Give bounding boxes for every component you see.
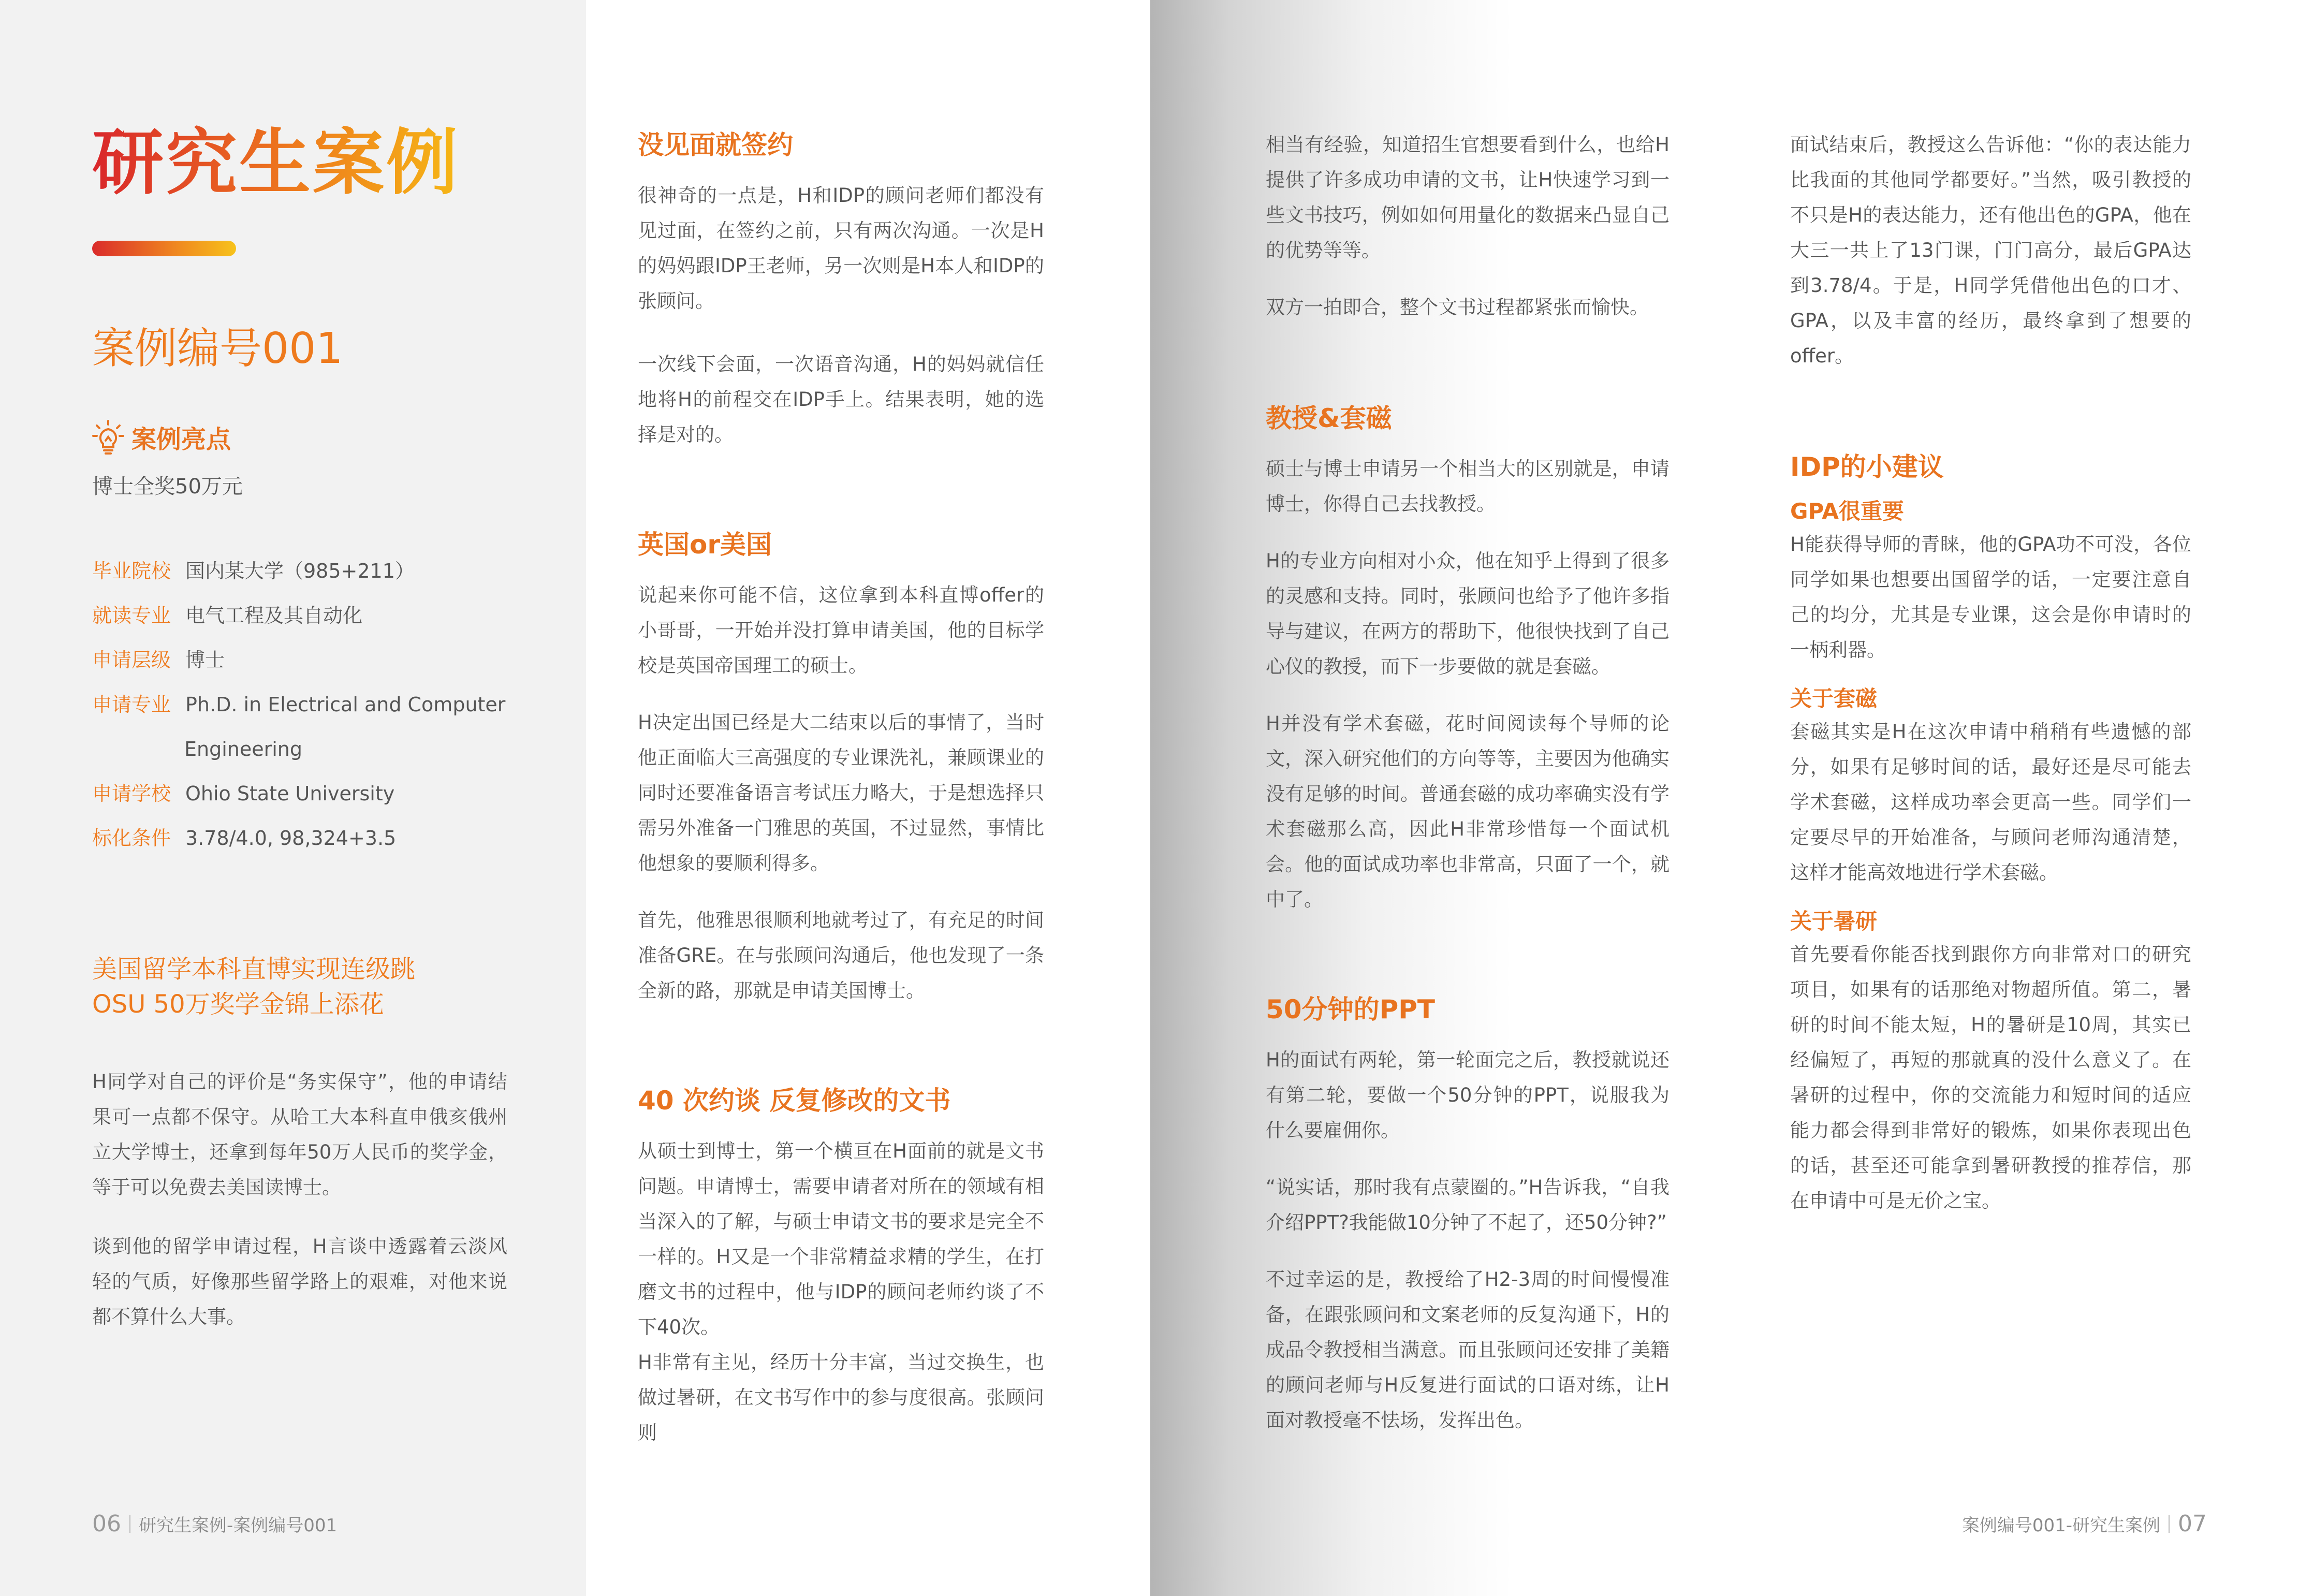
case-subheading-line2: OSU 50万奖学金锦上添花 <box>92 990 384 1019</box>
column-3 <box>1266 127 1670 1438</box>
info-row-program-cont <box>92 727 517 771</box>
paragraph: 面试结束后，教授这么告诉他：“你的表达能力比我面的其他同学都要好。”当然，吸引教授的不只是H的表达能力，还有他出色的GPA，他在大三一共上了13门课，门门高分，最后GPA达到3.78/4。于是，H同学凭借他出色的口才、GPA，以及丰富的经历，最终拿到了想要的offer。 <box>1790 134 2191 367</box>
tip-title: 关于套磁 <box>1790 686 1878 711</box>
case-subheading <box>92 951 506 1022</box>
intro-text <box>92 1064 507 1335</box>
column-2 <box>638 129 1044 1451</box>
paragraph: 硕士与博士申请另一个相当大的区别就是，申请博士，你得自己去找教授。 <box>1266 458 1670 515</box>
footer-text: 研究生案例-案例编号001 <box>139 1515 338 1536</box>
paragraph: 不过幸运的是，教授给了H2-3周的时间慢慢准备，在跟张顾问和文案老师的反复沟通下，H的成品令教授相当满意。而且张顾问还安排了美籍的顾问老师与H反复进行面试的口语对练，让H面对教授毫不怯场，发挥出色。 <box>1266 1268 1670 1431</box>
highlight-header <box>92 419 231 455</box>
footer-right <box>1962 1511 2207 1537</box>
paragraph: H的专业方向相对小众，他在知乎上得到了很多的灵感和支持。同时，张顾问也给予了他许多指导与建议，在两方的帮助下，他很快找到了自己心仪的教授，而下一步要做的就是套磁。 <box>1266 550 1670 678</box>
paragraph: 首先，他雅思很顺利地就考过了，有充足的时间准备GRE。在与张顾问沟通后，他也发现了一条全新的路，那就是申请美国博士。 <box>638 909 1044 1002</box>
info-value-cont: Engineering <box>184 738 302 760</box>
section-heading: 40 次约谈 反复修改的文书 <box>638 1086 951 1116</box>
page-number: 06 <box>92 1511 121 1537</box>
paragraph: 从硕士到博士，第一个横亘在H面前的就是文书问题。申请博士，需要申请者对所在的领域有相当深入的了解，与硕士申请文书的要求是完全不一样的。H又是一个非常精益求精的学生，在打磨文书的过程中，他与IDP的顾问老师约谈了不下40次。 <box>638 1140 1044 1338</box>
info-row-scores <box>92 816 517 860</box>
paragraph: H非常有主见，经历十分丰富，当过交换生，也做过暑研，在文书写作中的参与度很高。张顾问则 <box>638 1351 1044 1444</box>
paragraph: 相当有经验，知道招生官想要看到什么，也给H提供了许多成功申请的文书，让H快速学习到一些文书技巧，例如如何用量化的数据来凸显自己的优势等等。 <box>1266 134 1670 261</box>
info-label: 申请学校 <box>92 782 171 805</box>
highlight-value: 博士全奖50万元 <box>92 475 243 499</box>
info-value: Ohio State University <box>185 782 395 805</box>
paragraph: H的面试有两轮，第一轮面完之后，教授就说还有第二轮，要做一个50分钟的PPT，说服我为什么要雇佣你。 <box>1266 1049 1670 1141</box>
paragraph: H同学对自己的评价是“务实保守”，他的申请结果可一点都不保守。从哈工大本科直申俄亥俄州立大学博士，还拿到每年50万人民币的奖学金，等于可以免费去美国读博士。 <box>92 1071 507 1198</box>
case-info-list <box>92 549 517 860</box>
info-label: 申请层级 <box>92 649 171 671</box>
info-label: 标化条件 <box>92 827 171 850</box>
case-subheading-line1: 美国留学本科直博实现连级跳 <box>92 955 416 984</box>
info-value: 博士 <box>185 649 225 671</box>
column-4 <box>1790 127 2191 1219</box>
tip-text: 首先要看你能否找到跟你方向非常对口的研究项目，如果有的话那绝对物超所值。第二，暑研的时间不能太短，H的暑研是10周，其实已经偏短了，再短的那就真的没什么意义了。在暑研的过程中，你的交流能力和短时间的适应能力都会得到非常好的锻炼，如果你表现出色的话，甚至还可能拿到暑研教授的推荐信，那在申请中可是无价之宝。 <box>1790 943 2191 1212</box>
paragraph: “说实话，那时我有点蒙圈的。”H告诉我，“自我介绍PPT?我能做10分钟了不起了，还50分钟?” <box>1266 1176 1670 1234</box>
info-value: 国内某大学（985+211） <box>185 560 415 582</box>
tip-title: GPA很重要 <box>1790 499 1904 524</box>
info-value: 电气工程及其自动化 <box>185 604 363 627</box>
paragraph: H并没有学术套磁，花时间阅读每个导师的论文，深入研究他们的方向等等，主要因为他确实没有足够的时间。普通套磁的成功率确实没有学术套磁那么高，因此H非常珍惜每一个面试机会。他的面试成功率也非常高，只面了一个，就中了。 <box>1266 712 1670 911</box>
page-title: 研究生案例 <box>92 120 460 206</box>
section-heading: 没见面就签约 <box>638 130 793 160</box>
info-row-school <box>92 549 517 593</box>
info-value: 3.78/4.0, 98,324+3.5 <box>185 827 397 850</box>
footer-divider <box>2169 1515 2170 1533</box>
info-label: 毕业院校 <box>92 560 171 582</box>
paragraph: 双方一拍即合，整个文书过程都紧张而愉快。 <box>1266 296 1649 318</box>
tip-text: 套磁其实是H在这次申请中稍稍有些遗憾的部分，如果有足够时间的话，最好还是尽可能去学术套磁，这样成功率会更高一些。同学们一定要尽早的开始准备，与顾问老师沟通清楚，这样才能高效地进行学术套磁。 <box>1790 721 2191 884</box>
paragraph: 说起来你可能不信，这位拿到本科直博offer的小哥哥，一开始并没打算申请美国，他的目标学校是英国帝国理工的硕士。 <box>638 584 1044 677</box>
lightbulb-icon <box>92 420 124 455</box>
page-number: 07 <box>2178 1511 2207 1537</box>
footer-text: 案例编号001-研究生案例 <box>1961 1515 2160 1536</box>
info-row-major <box>92 593 517 638</box>
case-number: 案例编号001 <box>92 324 343 373</box>
info-value: Ph.D. in Electrical and Computer <box>185 693 506 716</box>
paragraph: H决定出国已经是大二结束以后的事情了，当时他正面临大三高强度的专业课洗礼，兼顾课业的同时还要准备语言考试压力略大，于是想选择只需另外准备一门雅思的英国，不过显然，事情比他想象的要顺利得多。 <box>638 711 1044 874</box>
footer-left <box>92 1511 337 1537</box>
footer-divider <box>129 1515 130 1533</box>
section-heading: 教授&套磁 <box>1266 403 1392 433</box>
tip-title: 关于暑研 <box>1790 909 1878 934</box>
section-heading: 英国or美国 <box>638 530 772 560</box>
paragraph: 很神奇的一点是，H和IDP的顾问老师们都没有见过面，在签约之前，只有两次沟通。一次是H的妈妈跟IDP王老师，另一次则是H本人和IDP的张顾问。 <box>638 184 1044 312</box>
paragraph: 一次线下会面，一次语音沟通，H的妈妈就信任地将H的前程交在IDP手上。结果表明，她的选择是对的。 <box>638 353 1044 446</box>
tip-text: H能获得导师的青睐，他的GPA功不可没，各位同学如果也想要出国留学的话，一定要注意自己的均分，尤其是专业课，这会是你申请时的一柄利器。 <box>1790 533 2191 661</box>
section-heading: 50分钟的PPT <box>1266 994 1435 1024</box>
info-row-program <box>92 682 517 727</box>
paragraph: 谈到他的留学申请过程，H言谈中透露着云淡风轻的气质，好像那些留学路上的艰难，对他来说都不算什么大事。 <box>92 1235 507 1328</box>
info-row-level <box>92 638 517 682</box>
info-row-target-school <box>92 771 517 816</box>
title-accent-bar <box>92 241 236 256</box>
info-label: 申请专业 <box>92 693 171 716</box>
highlight-label: 案例亮点 <box>131 425 231 454</box>
info-label: 就读专业 <box>92 604 171 627</box>
section-heading: IDP的小建议 <box>1790 452 1944 482</box>
